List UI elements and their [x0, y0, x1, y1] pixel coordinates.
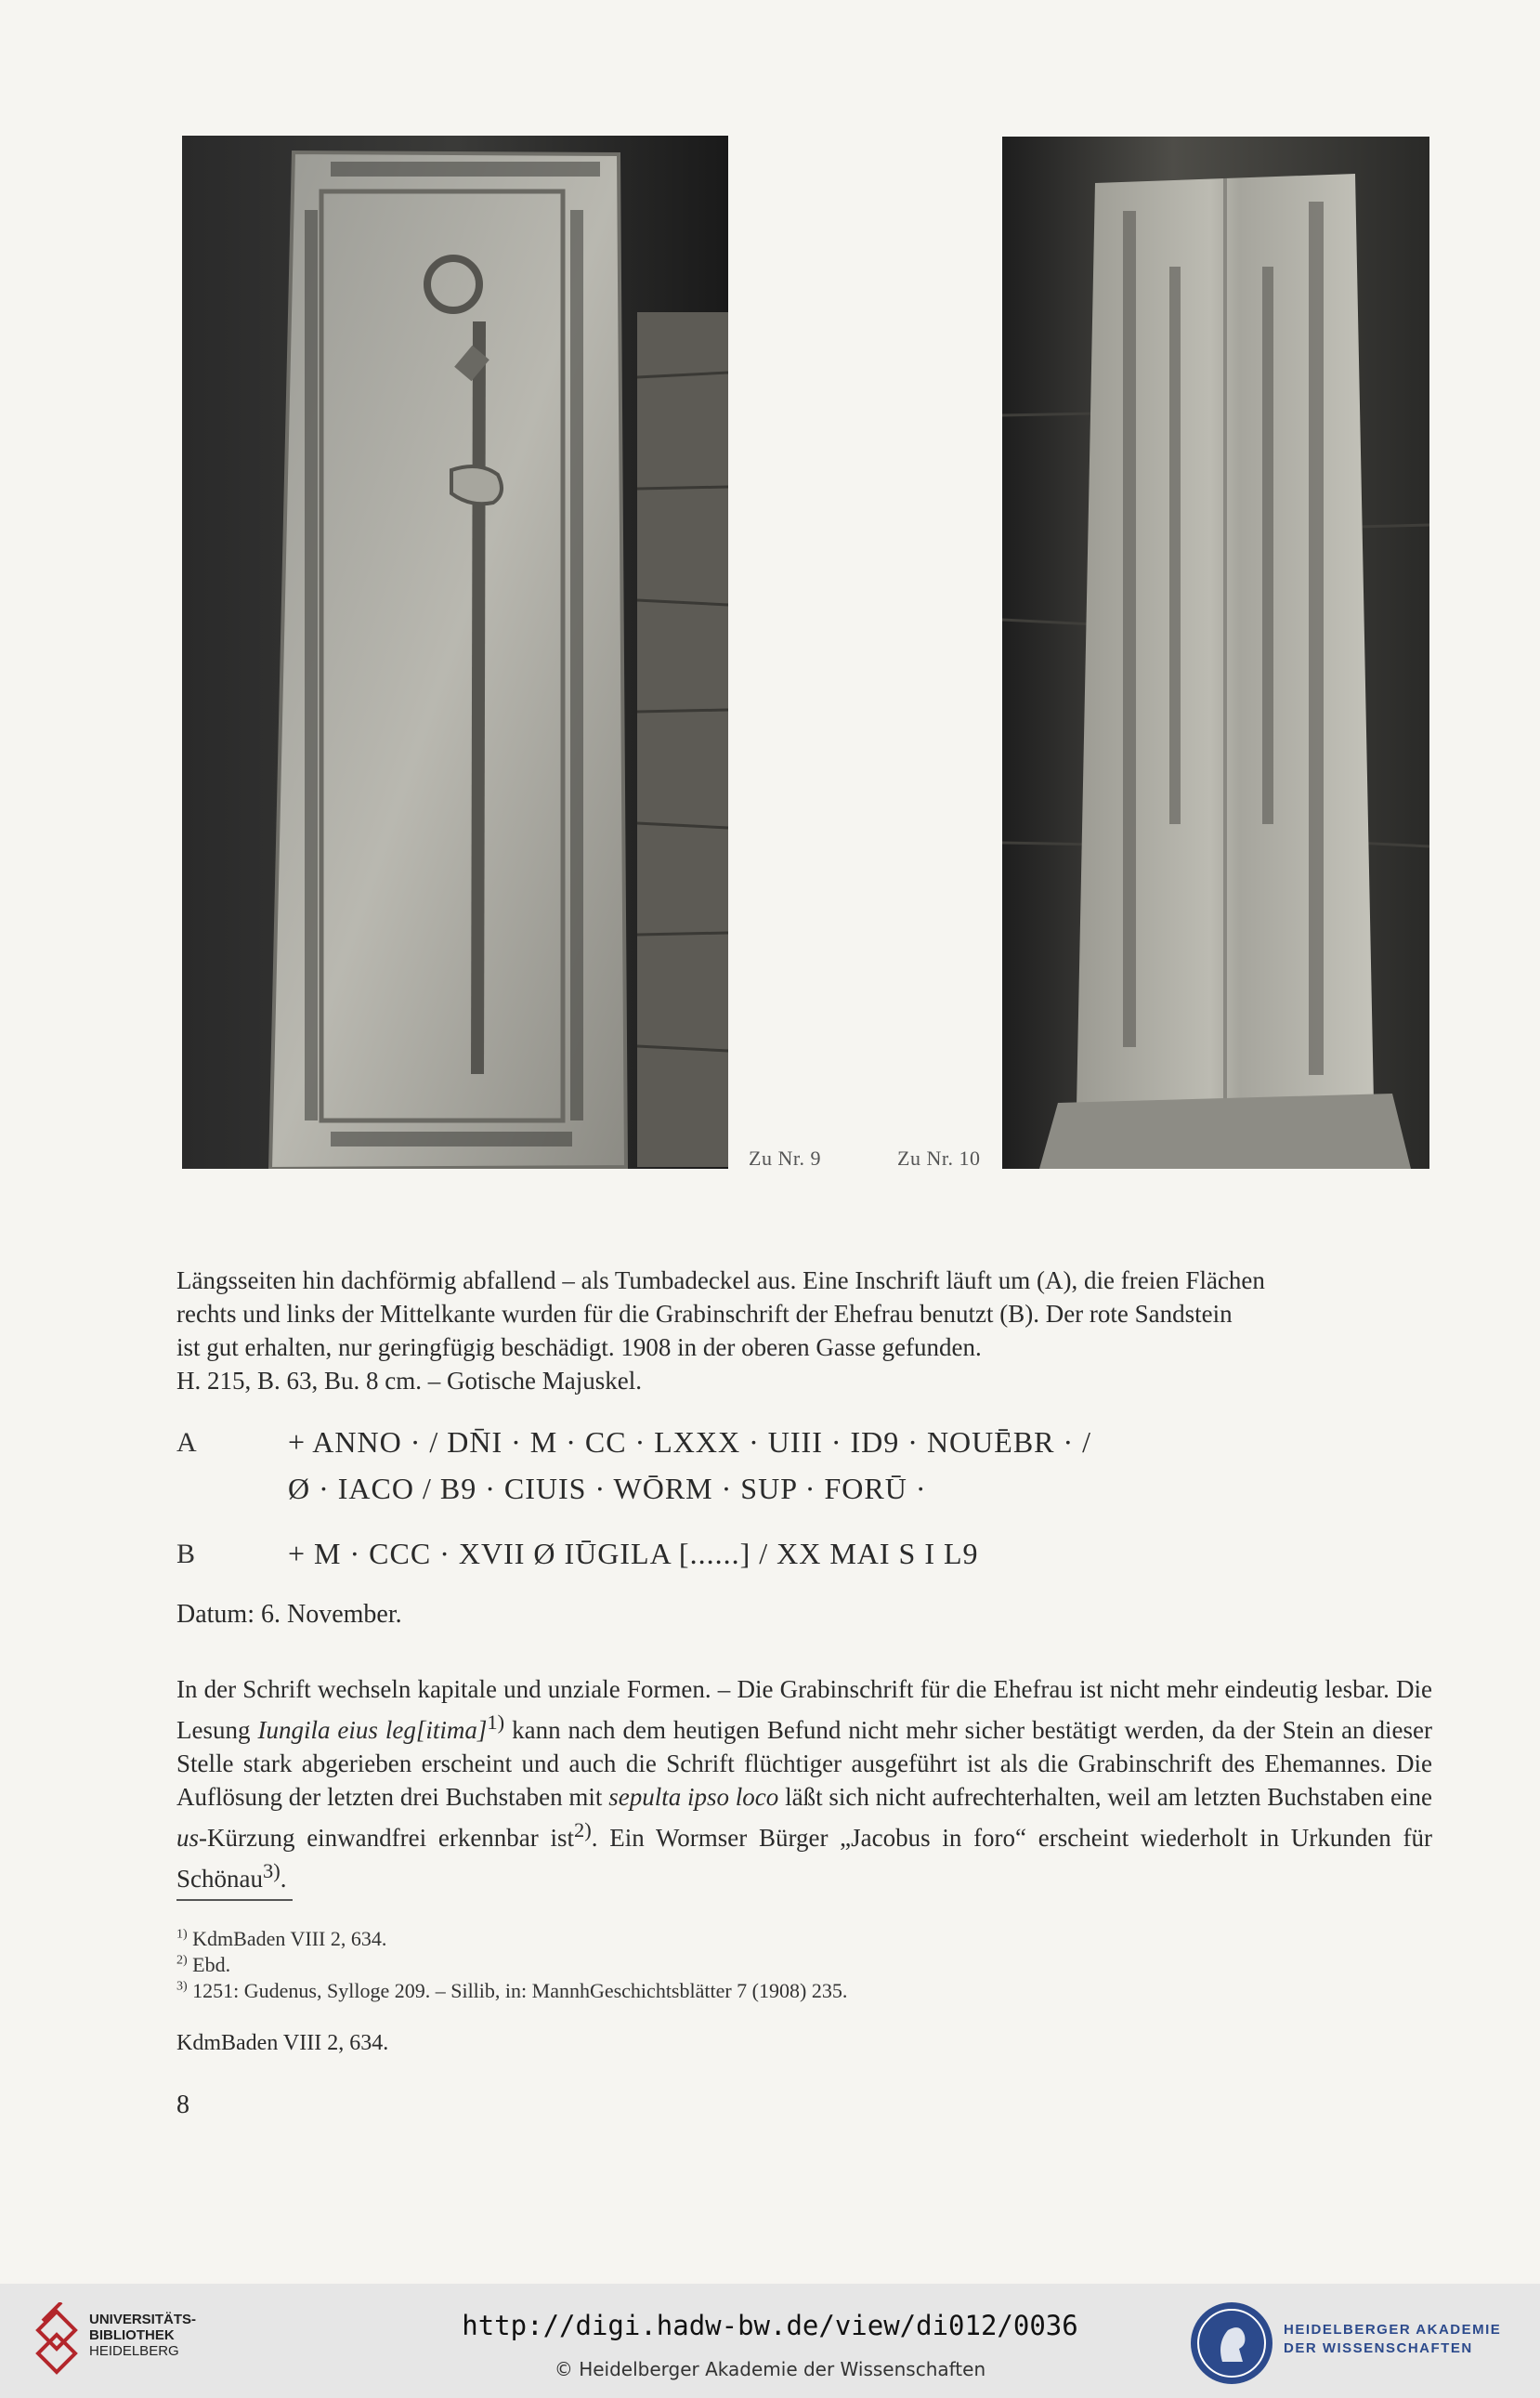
- footnote-1: [176, 1927, 386, 1951]
- hadw-logo-icon[interactable]: [1189, 2300, 1274, 2386]
- commentary-italic: Iungila eius leg[itima]: [257, 1716, 488, 1744]
- inscription-label-a: A: [176, 1427, 197, 1458]
- commentary-text: . Ein Wormser Bürger „Jacobus in foro“ erscheint wiederholt in Urkunden für Schönau: [176, 1824, 1432, 1893]
- footer-bar: [0, 2284, 1540, 2398]
- footnote-mark: 3): [262, 1859, 281, 1882]
- description-paragraph: [176, 1264, 1432, 1397]
- commentary-text: kann nach dem heutigen Befund nicht mehr sicher bestätigt werden, da der Stein an dieser Stelle stark abgerieben erscheint und auch die Schrift flüchtiger ausgeführt ist als die Grabinschrift des Ehemannes. Die Auflösung der letzten drei Buchstaben mit: [176, 1716, 1432, 1811]
- inscription-a-line2: Ø · IACO / B9 · CIUIS · WŌRM · SUP · FORŪ ·: [288, 1472, 927, 1505]
- inscription-b-line1: + M · CCC · XVII Ø IŪGILA [......] / XX MAI S I L9: [288, 1537, 979, 1570]
- description-line: ist gut erhalten, nur geringfügig beschädigt. 1908 in der oberen Gasse gefunden.: [176, 1333, 982, 1361]
- caption-nr9: Zu Nr. 9: [749, 1147, 821, 1170]
- footnote-2-text: Ebd.: [187, 1953, 231, 1976]
- footnote-mark: 2): [574, 1818, 592, 1841]
- hadw-logo-text: [1284, 2321, 1501, 2358]
- date-line: Datum: 6. November.: [176, 1600, 402, 1629]
- footnote-3-text: 1251: Gudenus, Sylloge 209. – Sillib, in: MannhGeschichtsblätter 7 (1908) 235.: [187, 1979, 848, 2002]
- photo-gravestone-nr9: [182, 136, 728, 1169]
- hadw-line2: DER WISSENSCHAFTEN: [1284, 2340, 1473, 2356]
- copyright-text: © Heidelberger Akademie der Wissenschaften: [554, 2358, 986, 2380]
- ub-line2: BIBLIOTHEK: [89, 2327, 175, 2343]
- commentary-text: In der Schrift wechseln kapitale und unziale Formen. – Die Grabinschrift für die Ehefrau ist nicht mehr eindeutig lesbar. Die Lesung: [176, 1675, 1432, 1744]
- commentary-text: läßt sich nicht aufrechterhalten, weil am letzten Buchstaben eine: [778, 1783, 1432, 1811]
- permalink-url[interactable]: http://digi.hadw-bw.de/view/di012/0036: [462, 2310, 1078, 2341]
- footnote-1-text: KdmBaden VIII 2, 634.: [187, 1927, 387, 1950]
- page-number: 8: [176, 2090, 189, 2119]
- commentary-text: -Kürzung einwandfrei erkennbar ist: [199, 1824, 575, 1852]
- ub-line3: HEIDELBERG: [89, 2343, 179, 2359]
- inscription-a-line1: + ANNO · / DN̄I · M · CC · LXXX · UIII · ID9 · NOUĒBR · /: [288, 1425, 1092, 1459]
- commentary-italic: us: [176, 1824, 200, 1852]
- description-line: H. 215, B. 63, Bu. 8 cm. – Gotische Majuskel.: [176, 1367, 642, 1395]
- caption-nr10: Zu Nr. 10: [897, 1147, 981, 1170]
- footnote-2-mark: 2): [176, 1953, 188, 1968]
- ub-line1: UNIVERSITÄTS-: [89, 2312, 197, 2327]
- footnote-1-mark: 1): [176, 1927, 188, 1942]
- footnote-3: [176, 1979, 847, 2003]
- footnote-divider: [176, 1899, 293, 1901]
- footnote-3-mark: 3): [176, 1979, 188, 1994]
- footnote-mark: 1): [487, 1710, 505, 1734]
- commentary-text: .: [280, 1865, 287, 1893]
- reference-line: KdmBaden VIII 2, 634.: [176, 2031, 389, 2055]
- inscription-label-b: B: [176, 1539, 196, 1569]
- description-line: Längsseiten hin dachförmig abfallend – als Tumbadeckel aus. Eine Inschrift läuft um (A), die freien Flächen: [176, 1266, 1265, 1294]
- hadw-line1: HEIDELBERGER AKADEMIE: [1284, 2322, 1502, 2338]
- description-line: rechts und links der Mittelkante wurden für die Grabinschrift der Ehefrau benutzt (B). Der rote Sandstein: [176, 1300, 1233, 1328]
- commentary-italic: sepulta ipso loco: [608, 1783, 779, 1811]
- photo-gravestone-nr10: [1002, 137, 1429, 1169]
- footnote-2: [176, 1953, 230, 1977]
- commentary-paragraph: [176, 1672, 1432, 1895]
